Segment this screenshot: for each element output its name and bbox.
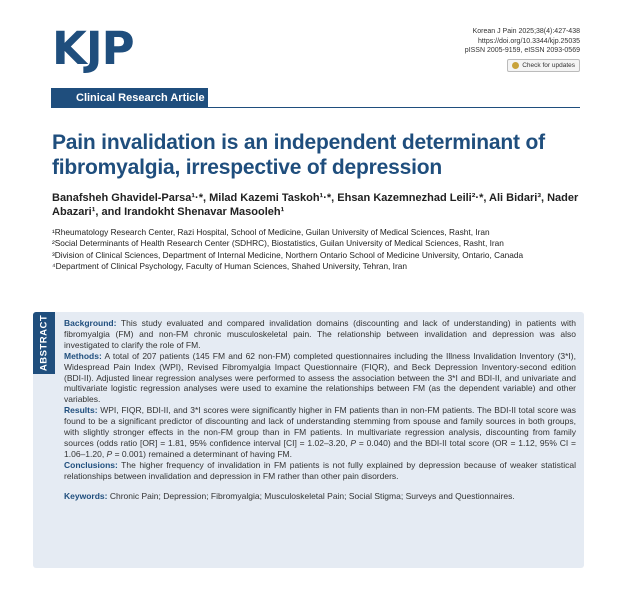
affiliation-4: ⁴Department of Clinical Psychology, Faculty of Human Sciences, Shahed University, Tehran, Iran	[52, 261, 407, 272]
affiliation-2: ²Social Determinants of Health Research Center (SDHRC), Biostatistics, Guilan University of Medical Sciences, Rasht, Iran	[52, 238, 504, 249]
author-list: Banafsheh Ghavidel-Parsa¹·*, Milad Kazemi Taskoh¹·*, Ehsan Kazemnezhad Leili²·*, Ali Bidari³, Nader Abazari¹, and Irandokht Shenavar Masooleh¹	[52, 192, 579, 218]
crossmark-icon	[512, 62, 519, 69]
check-for-updates-label: Check for updates	[522, 61, 575, 69]
abstract-tab	[33, 312, 55, 374]
article-title: Pain invalidation is an independent determinant of fibromyalgia, irrespective of depression	[52, 131, 545, 179]
conclusions-text: The higher frequency of invalidation in FM patients is not fully explained by depression because of weaker statistical relationships between invalidation and depression in FM rather than other pain disorders.	[64, 459, 576, 481]
issn: pISSN 2005-9159, eISSN 2093-0569	[464, 47, 580, 54]
methods-label: Methods:	[64, 350, 102, 361]
keywords-label: Keywords:	[64, 490, 108, 501]
affiliation-3: ³Division of Clinical Sciences, Department of Internal Medicine, Northern Ontario School of Medicine University, Ontario, Canada	[52, 249, 524, 260]
article-type-banner: Clinical Research Article	[51, 88, 208, 108]
methods-text: A total of 207 patients (145 FM and 62 non-FM) completed questionnaires including the Illness Invalidation Inventory (3*I), Widespread Pain Index (WPI), Revised Fibromyalgia Impact Questionnaire (FIQR), and Beck Depression Inventory-second edition (BDI-II). Adjusted linear regression analyses were performed to assess the association between the 3*I and BDI-II, and univariate and multivariate logistic regression analyses were used to examine the relationships between FM (as the dependent variable) and other variables.	[64, 350, 576, 405]
abstract-results	[64, 405, 576, 460]
conclusions-label: Conclusions:	[64, 459, 118, 470]
affiliations	[52, 227, 592, 273]
abstract-conclusions	[64, 460, 576, 482]
results-text-3: = 0.001) remained a determinant of having FM.	[112, 448, 292, 459]
journal-logo: KJP	[52, 22, 134, 75]
journal-citation: Korean J Pain 2025;38(4):427-438	[472, 28, 580, 35]
background-label: Background:	[64, 318, 117, 328]
abstract-keywords	[64, 491, 576, 502]
abstract-background	[64, 318, 576, 351]
results-label: Results:	[64, 405, 98, 416]
keywords-text: Chronic Pain; Depression; Fibromyalgia; Musculoskeletal Pain; Social Stigma; Surveys and Questionnaires.	[107, 490, 515, 501]
abstract-tab-label: ABSTRACT	[38, 314, 50, 372]
doi-link[interactable]: https://doi.org/10.3344/kjp.25035	[478, 37, 580, 45]
results-text-2: = 0.040) and the BDI-II total score (OR = 1.12, 95% CI = 1.06–1.20,	[64, 437, 576, 459]
results-text-1: WPI, FIQR, BDI-II, and 3*I scores were significantly higher in FM patients than in non-FM patients. The BDI-II total score was found to be a significant predictor of discounting and lack of understanding stemming from spouse and family sources in both groups, with slightly stronger effects in the non-FM group than in FM patients. In multivariate regression analysis, discounting from family sources (odds ratio [OR] = 1.81, 95% confidence interval [CI] = 1.02–3.20,	[64, 405, 576, 448]
affiliation-1: ¹Rheumatology Research Center, Razi Hospital, School of Medicine, Guilan University of Medical Sciences, Rasht, Iran	[52, 227, 490, 237]
header-rule	[208, 107, 580, 108]
abstract-text	[64, 318, 576, 502]
background-text: This study evaluated and compared invalidation domains (discounting and lack of understanding) in patients with fibromyalgia (FM) and non-FM chronic musculoskeletal pain. The relationship between invalidation and depression was also investigated to clarify the role of FM.	[64, 318, 576, 350]
journal-meta	[465, 27, 580, 72]
abstract-methods	[64, 351, 576, 406]
check-for-updates-button[interactable]	[507, 59, 580, 73]
abstract-box	[33, 312, 584, 568]
results-p-value-symbol: P	[106, 448, 113, 459]
results-p-value-symbol: P	[350, 437, 357, 448]
